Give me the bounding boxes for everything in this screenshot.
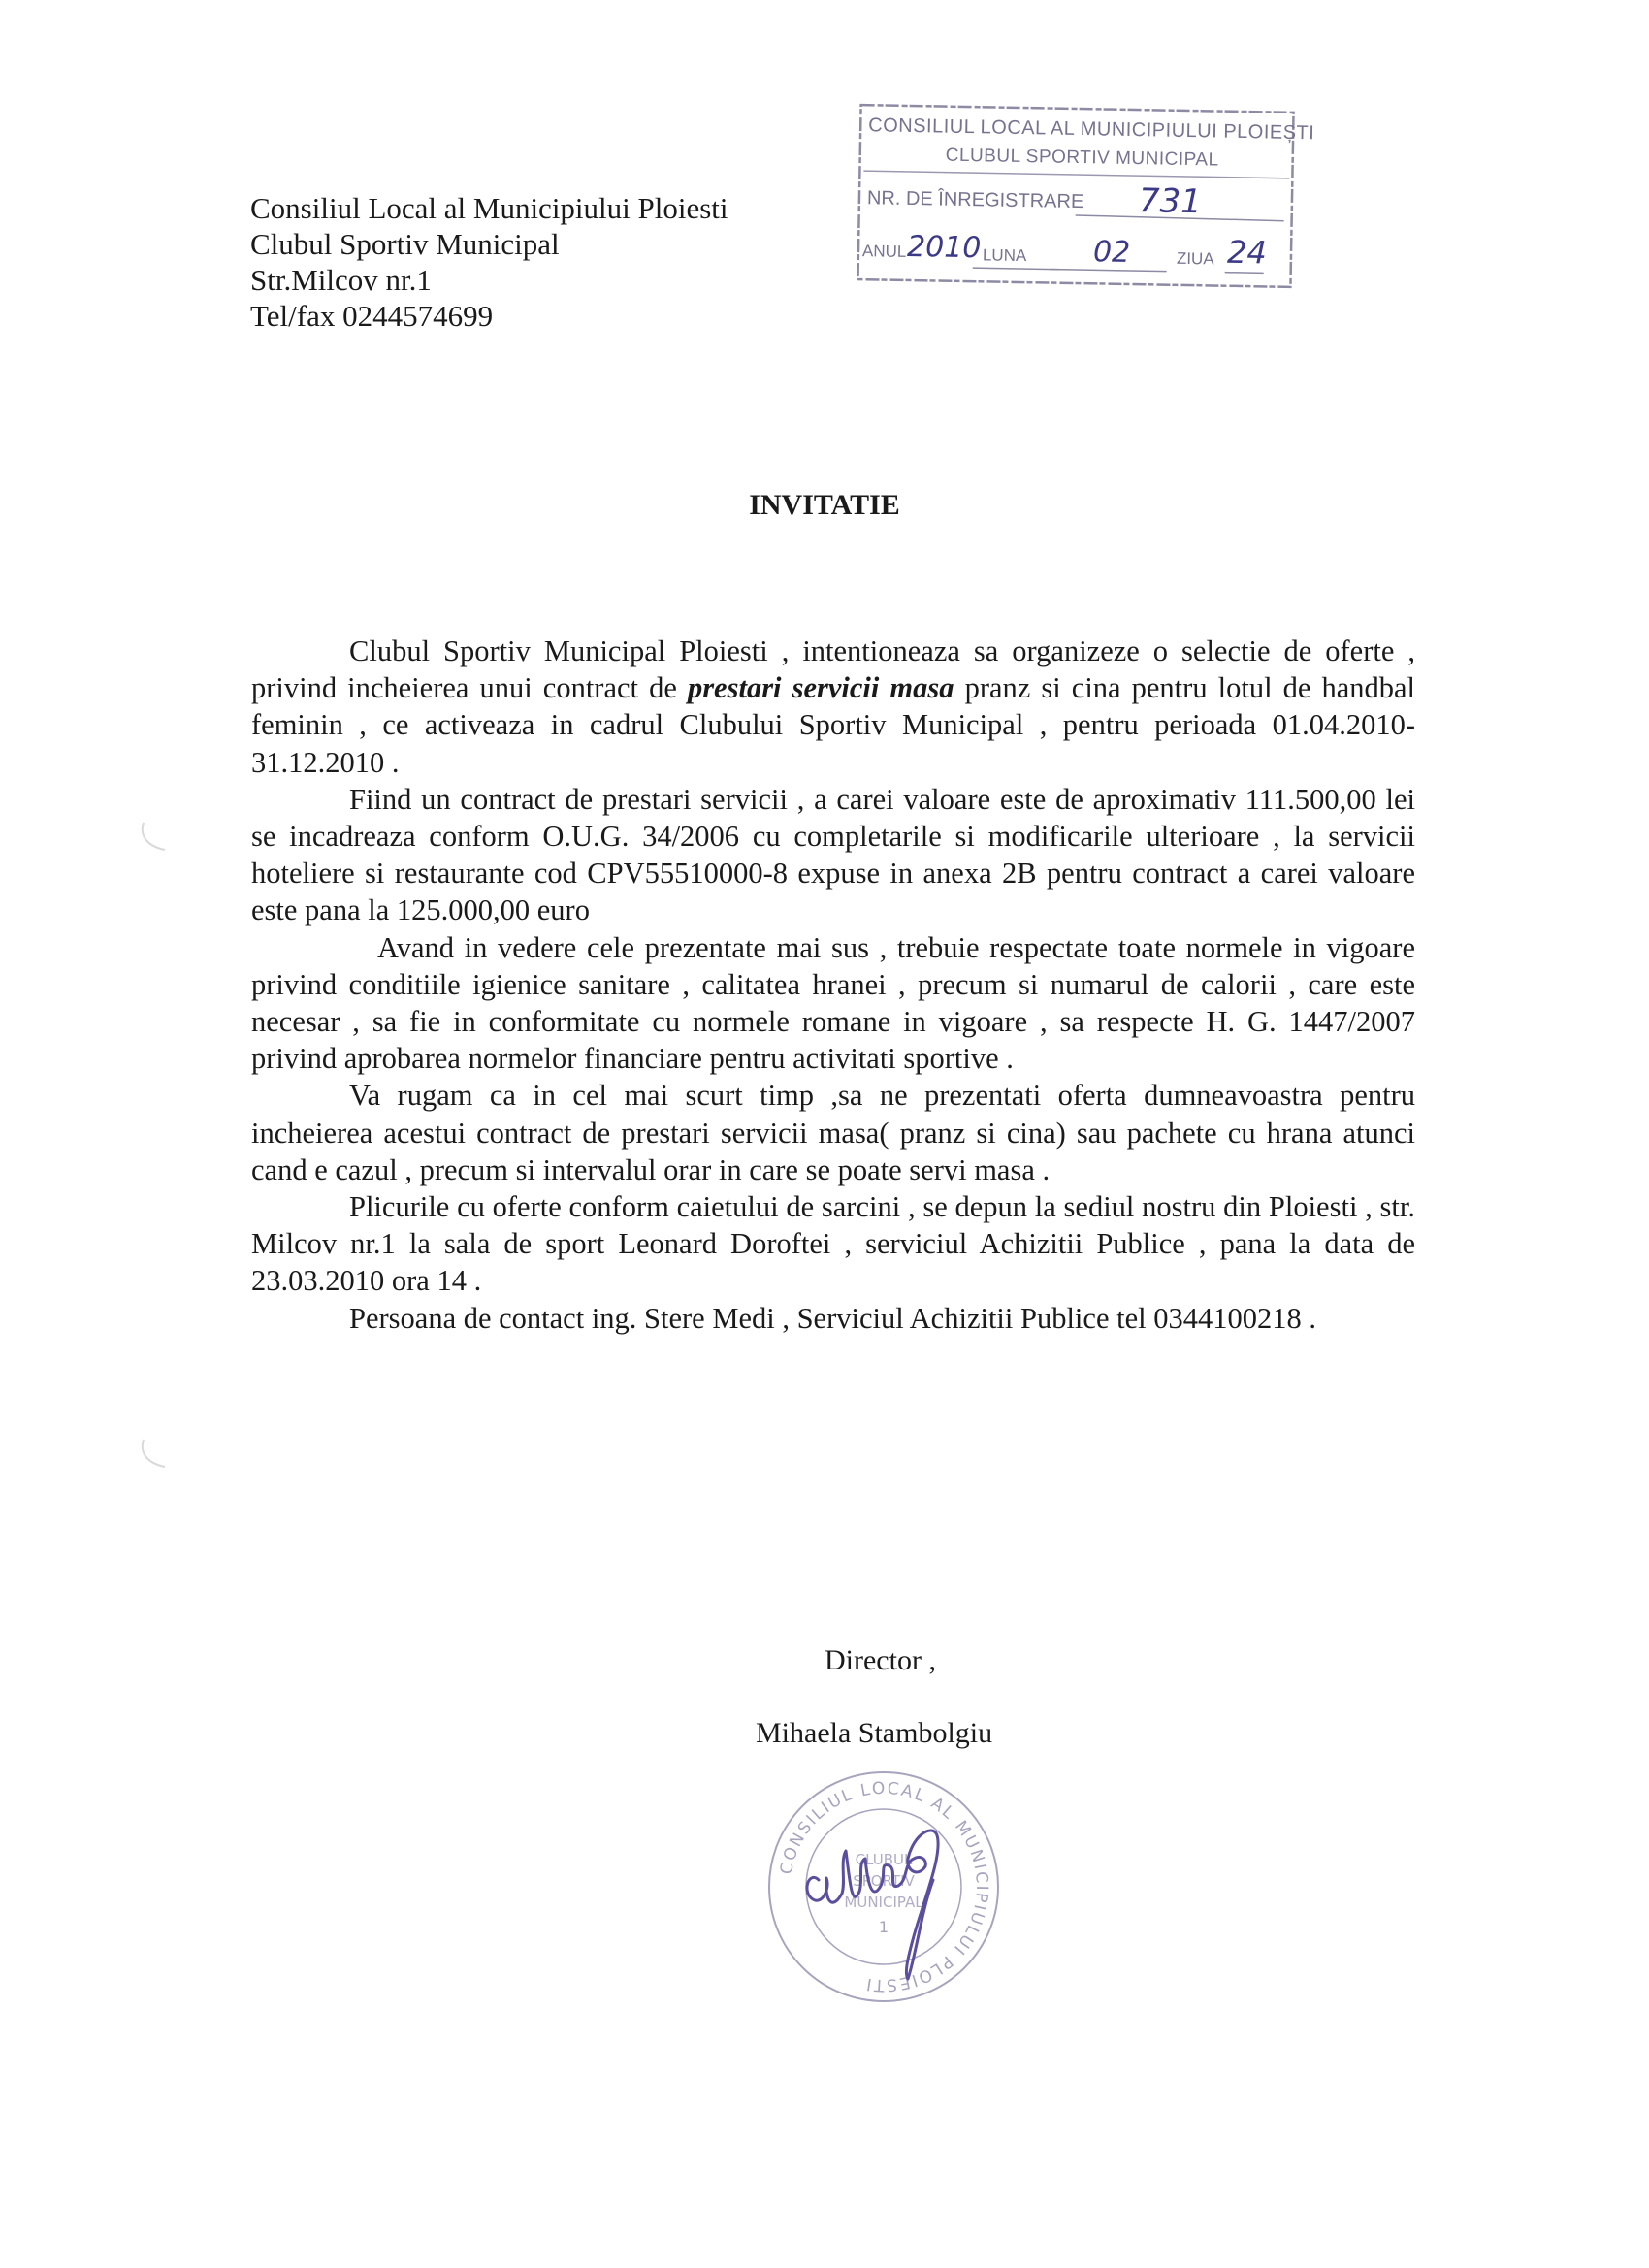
document-title: INVITATIE [749, 489, 900, 521]
paragraph-intro-end: pranz si cina pentru lotul de handbal feminin , ce activeaza in cadrul Clubului Sportiv Municipal , pentru perioada 01.04.2010-31.12.2010 . [251, 671, 1416, 779]
seal-center-line2: SPORTIV [853, 1872, 915, 1890]
scan-artifact [136, 1434, 175, 1473]
paragraph-contract-value: Fiind un contract de prestari servicii , a carei valoare este de aproximativ 111.500,00 lei se incadreaza conform O.U.G. 34/2006 cu completarile si modificarile ulterioare , la servicii hoteliere si restaurante cod CPV55510000-8 expuse in anexa 2B pentru contract a carei valoare este pana la 125.000,00 euro [251, 782, 1415, 927]
scan-artifact [136, 817, 175, 856]
round-seal [762, 1766, 1005, 2008]
signatory-role: Director , [824, 1644, 936, 1676]
stamp-day-label: ZIUA [1176, 248, 1214, 269]
stamp-club: CLUBUL SPORTIV MUNICIPAL [945, 145, 1219, 171]
sender-club: Clubul Sportiv Municipal [250, 227, 560, 261]
stamp-day-value: 24 [1226, 233, 1268, 272]
stamp-registration-number: 731 [1138, 181, 1203, 222]
sender-institution: Consiliul Local al Municipiului Ploiesti [250, 191, 728, 225]
stamp-month-label: LUNA [982, 245, 1027, 266]
document-body [251, 632, 1415, 1337]
stamp-year-label: ANUL [861, 242, 907, 261]
stamp-institution: CONSILIUL LOCAL AL MUNICIPIULUI PLOIEȘTI [868, 114, 1315, 145]
sender-street: Str.Milcov nr.1 [250, 263, 432, 297]
stamp-month-value: 02 [1092, 235, 1131, 270]
paragraph-intro [251, 632, 1415, 781]
stamp-year-value: 2010 [906, 229, 982, 266]
seal-center-line3: MUNICIPAL [844, 1894, 923, 1911]
seal-center-line1: CLUBUL [855, 1851, 913, 1868]
stamp-registration-label: NR. DE ÎNREGISTRARE [866, 187, 1084, 213]
registration-stamp [856, 103, 1315, 291]
paragraph-intro-start: Clubul Sportiv Municipal Ploiesti , intentioneaza sa organizeze o selectie de oferte , privind incheierea unui contract de [251, 634, 1415, 705]
signatory-name: Mihaela Stambolgiu [756, 1717, 993, 1749]
paragraph-requirements: Avand in vedere cele prezentate mai sus , trebuie respectate toate normele in vigoare privind conditiile igienice sanitare , calitatea hranei , precum si numarul de calorii , care este necesar , sa fie in conformitate cu normele romane in vigoare , sa respecte H. G. 1447/2007 privind aprobarea normelor financiare pentru activitati sportive . [251, 930, 1415, 1076]
paragraph-submission: Plicurile cu oferte conform caietului de sarcini , se depun la sediul nostru din Ploiesti , str. Milcov nr.1 la sala de sport Leonard Doroftei , serviciul Achizitii Publice , pana la data de 23.03.2010 ora 14 . [251, 1190, 1415, 1298]
paragraph-request: Va rugam ca in cel mai scurt timp ,sa ne prezentati oferta dumneavoastra pentru incheierea acestui contract de prestari servicii masa( pranz si cina) sau pachete cu hrana atunci cand e cazul , precum si intervalul orar in care se poate servi masa . [251, 1079, 1415, 1186]
sender-phone: Tel/fax 0244574699 [250, 299, 494, 333]
paragraph-contact: Persoana de contact ing. Stere Medi , Serviciul Achizitii Publice tel 0344100218 . [349, 1301, 1316, 1335]
seal-ring-text: CONSILIUL LOCAL AL MUNICIPIULUI PLOIESTI [776, 1778, 992, 1995]
sender-address-block [250, 190, 728, 334]
seal-center-number: 1 [878, 1918, 889, 1936]
service-emphasis: prestari servicii masa [687, 671, 954, 705]
